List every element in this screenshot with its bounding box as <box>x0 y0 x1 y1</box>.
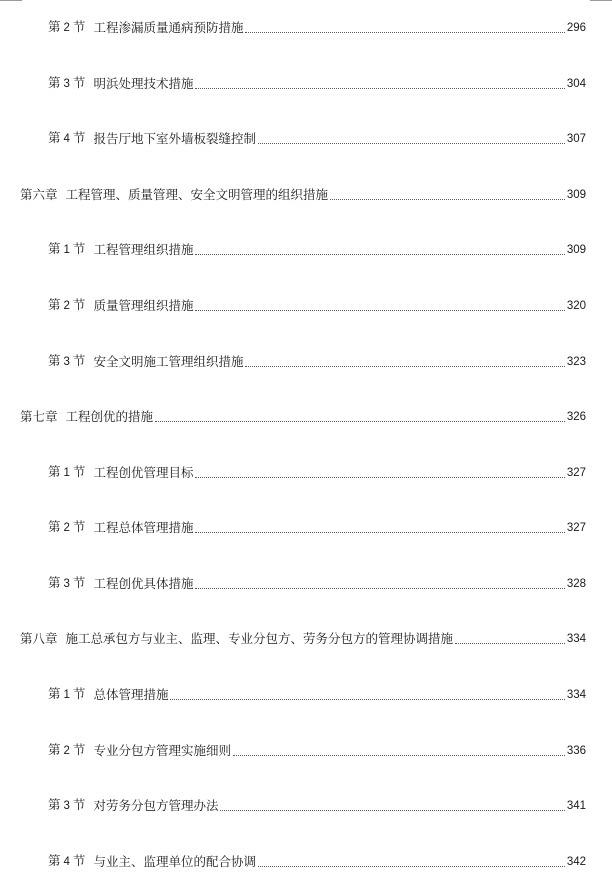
chapter-label: 第七章 <box>20 409 58 424</box>
page-number: 309 <box>566 189 586 201</box>
toc-entry-section[interactable] <box>48 297 586 315</box>
page-number: 336 <box>566 745 586 757</box>
dot-leader <box>258 866 565 867</box>
page-number: 296 <box>566 22 586 34</box>
page-number: 327 <box>566 522 586 534</box>
toc-entry-section[interactable] <box>48 75 586 93</box>
toc-entry-section[interactable] <box>48 686 586 704</box>
section-title: 总体管理措施 <box>93 687 169 702</box>
section-title: 工程渗漏质量通病预防措施 <box>93 20 244 35</box>
toc-entry-section[interactable] <box>48 19 586 37</box>
page-number: 334 <box>566 633 586 645</box>
section-title: 工程总体管理措施 <box>93 520 194 535</box>
page-number: 334 <box>566 689 586 701</box>
section-title: 报告厅地下室外墙板裂缝控制 <box>93 131 256 146</box>
chapter-label: 第六章 <box>20 187 58 202</box>
chapter-title: 工程管理、质量管理、安全文明管理的组织措施 <box>65 187 329 202</box>
page-number: 304 <box>566 78 586 90</box>
dot-leader <box>195 532 564 533</box>
toc-entry-section[interactable] <box>48 853 586 871</box>
toc-entry-section[interactable] <box>48 241 586 259</box>
dot-leader <box>455 643 565 644</box>
page-corner-mark-right <box>590 0 612 1</box>
section-number: 第 3 节 <box>48 353 86 368</box>
dot-leader <box>195 88 564 89</box>
section-number: 第 3 节 <box>48 797 86 812</box>
page-number: 327 <box>566 467 586 479</box>
chapter-title: 施工总承包方与业主、监理、专业分包方、劳务分包方的管理协调措施 <box>65 631 454 646</box>
section-number: 第 2 节 <box>48 742 86 757</box>
toc-entry-chapter[interactable] <box>20 186 586 204</box>
section-title: 工程创优具体措施 <box>93 576 194 591</box>
dot-leader <box>245 366 564 367</box>
section-number: 第 4 节 <box>48 853 86 868</box>
page-number: 320 <box>566 300 586 312</box>
dot-leader <box>170 699 564 700</box>
page-number: 309 <box>566 244 586 256</box>
toc-entry-section[interactable] <box>48 797 586 815</box>
section-title: 工程创优管理目标 <box>93 465 194 480</box>
dot-leader <box>245 32 564 33</box>
section-number: 第 2 节 <box>48 519 86 534</box>
section-number: 第 1 节 <box>48 241 86 256</box>
dot-leader <box>195 588 564 589</box>
section-number: 第 1 节 <box>48 464 86 479</box>
page-corner-mark-left <box>0 0 22 1</box>
section-number: 第 2 节 <box>48 297 86 312</box>
dot-leader <box>195 477 564 478</box>
toc-entry-section[interactable] <box>48 130 586 148</box>
page-number: 323 <box>566 356 586 368</box>
section-title: 对劳务分包方管理办法 <box>93 798 219 813</box>
page-number: 341 <box>566 800 586 812</box>
page-number: 307 <box>566 133 586 145</box>
section-title: 安全文明施工管理组织措施 <box>93 354 244 369</box>
dot-leader <box>258 143 565 144</box>
toc-entry-chapter[interactable] <box>20 408 586 426</box>
section-title: 工程管理组织措施 <box>93 242 194 257</box>
section-title: 与业主、监理单位的配合协调 <box>93 854 256 869</box>
page-number: 342 <box>566 856 586 868</box>
page-number: 326 <box>566 411 586 423</box>
section-title: 专业分包方管理实施细则 <box>93 743 231 758</box>
toc-entry-section[interactable] <box>48 742 586 760</box>
dot-leader <box>330 199 565 200</box>
section-title: 明浜处理技术措施 <box>93 76 194 91</box>
dot-leader <box>155 421 565 422</box>
page-number: 328 <box>566 578 586 590</box>
section-number: 第 3 节 <box>48 575 86 590</box>
section-number: 第 1 节 <box>48 686 86 701</box>
toc-entry-chapter[interactable] <box>20 630 586 648</box>
section-title: 质量管理组织措施 <box>93 298 194 313</box>
dot-leader <box>195 254 564 255</box>
section-number: 第 4 节 <box>48 130 86 145</box>
dot-leader <box>195 310 564 311</box>
toc-entry-section[interactable] <box>48 353 586 371</box>
toc-entry-section[interactable] <box>48 464 586 482</box>
chapter-label: 第八章 <box>20 631 58 646</box>
dot-leader <box>233 755 565 756</box>
toc-entry-section[interactable] <box>48 575 586 593</box>
chapter-title: 工程创优的措施 <box>65 409 154 424</box>
dot-leader <box>220 810 564 811</box>
section-number: 第 2 节 <box>48 19 86 34</box>
section-number: 第 3 节 <box>48 75 86 90</box>
toc-entry-section[interactable] <box>48 519 586 537</box>
